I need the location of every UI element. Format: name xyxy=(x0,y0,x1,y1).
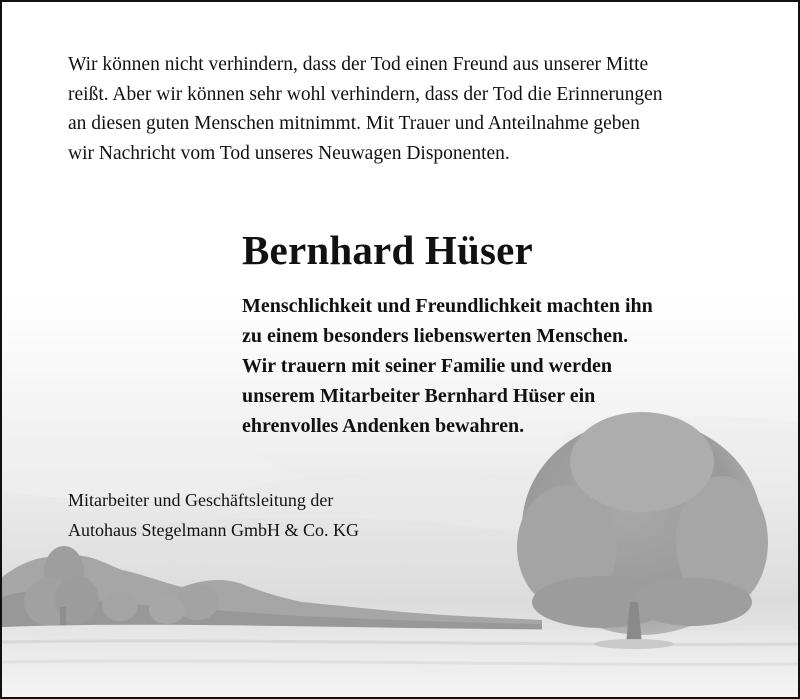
tribute-line: Wir trauern mit seiner Familie und werden xyxy=(242,355,612,377)
intro-line: an diesen guten Menschen mitnimmt. Mit Trauer und Anteilnahme geben xyxy=(68,113,640,134)
intro-line: Wir können nicht verhindern, dass der Tod einen Freund aus unserer Mitte xyxy=(68,54,649,75)
intro-line: wir Nachricht vom Tod unseres Neuwagen Disponenten. xyxy=(68,142,510,164)
signature-line: Mitarbeiter und Geschäftsleitung der xyxy=(68,490,334,510)
tribute-paragraph xyxy=(242,291,653,441)
tribute-line: unserem Mitarbeiter Bernhard Hüser ein xyxy=(242,385,596,407)
tribute-line: zu einem besonders liebenswerten Menschen. xyxy=(242,325,629,347)
intro-line: reißt. Aber wir können sehr wohl verhindern, dass der Tod die Erinnerungen xyxy=(68,83,663,105)
intro-paragraph xyxy=(68,50,758,168)
deceased-name: Bernhard Hüser xyxy=(242,227,533,273)
signature-company: Autohaus Stegelmann GmbH & Co. KG xyxy=(68,520,359,540)
tribute-line: ehrenvolles Andenken bewahren. xyxy=(242,415,525,437)
tribute-line: Menschlichkeit und Freundlichkeit machten ihn xyxy=(242,295,653,317)
signature-block xyxy=(68,485,359,545)
